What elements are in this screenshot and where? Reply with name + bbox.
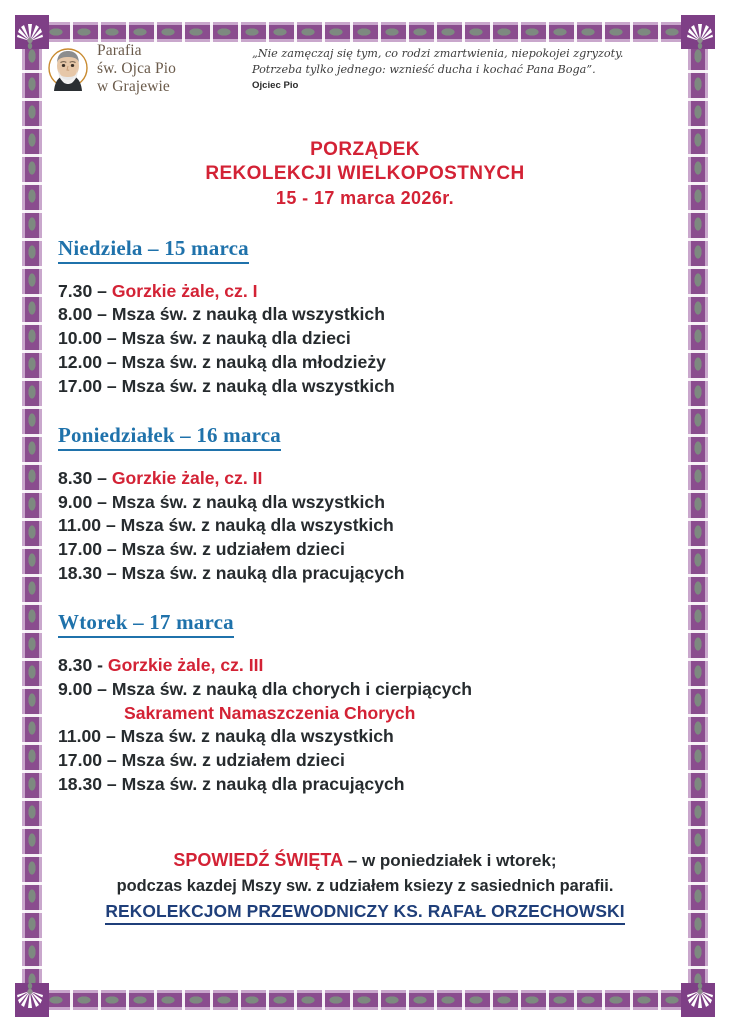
section-spacer [58,399,684,417]
entry-time: 17.00 [58,375,103,396]
border-band-bottom [42,990,688,1010]
quote-author: Ojciec Pio [252,79,299,91]
title-line-2: REKOLEKCJI WIELKOPOSTNYCH [205,163,525,185]
entry-text: Msza św. z nauką dla dzieci [121,328,351,349]
day-entries [58,654,684,797]
padre-pio-quote [252,42,624,92]
schedule-entry [58,327,684,351]
entry-dash: – [92,467,112,488]
entry-time: 8.30 [58,467,93,488]
corner-starburst-icon [681,983,715,1017]
padre-pio-portrait-icon [46,47,90,91]
entry-text: Msza św. z nauką dla wszystkich [120,726,394,747]
entry-text: Msza św. z nauką dla chorych i cierpiących [111,678,472,699]
day-section [58,423,684,604]
border-band-left [22,42,42,990]
entry-text: Msza św. z udziałem dzieci [121,750,345,771]
entry-text: Msza św. z nauką dla pracujących [121,774,405,795]
entry-dash: – [101,726,121,747]
parish-name [97,42,176,96]
schedule-special-note: Sakrament Namaszczenia Chorych [124,702,416,723]
poster-footer [46,847,684,925]
day-heading: Niedziela – 15 marca [58,236,249,264]
entry-text: Msza św. z nauką dla wszystkich [121,375,395,396]
entry-dash: – [102,750,122,771]
entry-dash: – [92,304,112,325]
quote-line-1: „Nie zamęczaj się tym, co rodzi zmartwienia, niepokojei zgryzoty. [252,47,624,60]
entry-dash: – [92,678,112,699]
entry-text: Gorzkie żale, cz. I [111,280,258,301]
parish-logo [46,42,236,96]
entry-dash: – [102,774,122,795]
schedule-entry [58,725,684,749]
entry-time: 17.00 [58,539,103,560]
corner-starburst-icon [681,15,715,49]
parish-name-line-3: w Grajewie [97,77,170,95]
entry-text: Gorzkie żale, cz. II [111,467,263,488]
parish-name-line-1: Parafia [97,42,142,59]
day-heading: Wtorek – 17 marca [58,610,234,638]
corner-starburst-icon [15,983,49,1017]
quote-line-2: Potrzeba tylko jednego: wznieść ducha i kochać Pana Boga”. [252,62,596,76]
entry-dash: – [102,563,122,584]
entry-dash: - [92,654,108,675]
schedule-entry [58,375,684,399]
entry-text: Msza św. z nauką dla pracujących [121,563,405,584]
entry-dash: – [101,515,121,536]
entry-time: 18.30 [58,774,103,795]
corner-starburst-icon [15,15,49,49]
entry-time: 9.00 [58,491,93,512]
schedule-entry [58,491,684,515]
confession-rest: – w poniedziałek i wtorek; [343,850,557,870]
schedule-entry [58,562,684,586]
day-entries [58,280,684,399]
entry-text: Msza św. z nauką dla wszystkich [120,515,394,536]
schedule-entry [58,351,684,375]
schedule-entry [58,749,684,773]
parish-name-line-2: św. Ojca Pio [97,59,176,77]
entry-text: Gorzkie żale, cz. III [107,654,264,675]
schedule-entry [58,654,684,678]
entry-dash: – [102,352,122,373]
entry-time: 11.00 [58,726,102,747]
entry-time: 18.30 [58,563,103,584]
entry-time: 7.30 [58,280,93,301]
schedule-entry [58,467,684,491]
title-line-1: PORZĄDEK [310,139,420,160]
title-line-3: 15 - 17 marca 2026r. [275,187,455,208]
schedule-entry [58,538,684,562]
entry-text: Msza św. z udziałem dzieci [121,539,345,560]
entry-time: 11.00 [58,515,102,536]
confession-line [46,847,684,874]
confession-label: SPOWIEDŹ ŚWIĘTA [173,849,344,870]
entry-text: Msza św. z nauką dla wszystkich [111,304,385,325]
entry-time: 12.00 [58,352,103,373]
schedule-entry [58,514,684,538]
entry-dash: – [102,539,122,560]
entry-time: 17.00 [58,750,103,771]
entry-time: 8.30 [58,654,93,675]
footer-line-2: podczas kazdej Mszy sw. z udziałem ksiezy z sasiednich parafii. [116,876,614,895]
entry-dash: – [102,375,122,396]
entry-time: 10.00 [58,328,103,349]
schedule-entry [58,678,684,702]
entry-time: 8.00 [58,304,93,325]
page-title [46,138,684,210]
entry-dash: – [92,280,112,301]
schedule-entry [58,280,684,304]
day-section [58,610,684,815]
entry-dash: – [102,328,122,349]
day-entries [58,467,684,586]
section-spacer [58,586,684,604]
border-band-right [688,42,708,990]
schedule-entry [58,303,684,327]
entry-text: Msza św. z nauką dla wszystkich [111,491,385,512]
day-heading: Poniedziałek – 16 marca [58,423,281,451]
entry-time: 9.00 [58,678,93,699]
border-band-top [42,22,688,42]
schedule-list [46,236,684,815]
poster-content [46,42,684,986]
entry-dash: – [92,491,112,512]
day-section [58,236,684,417]
schedule-entry [58,773,684,797]
entry-text: Msza św. z nauką dla młodzieży [121,352,386,373]
retreat-leader-line: REKOLEKCJOM PRZEWODNICZY KS. RAFAŁ ORZECHOWSKI [105,901,624,925]
section-spacer [58,797,684,815]
poster-header [46,42,684,112]
